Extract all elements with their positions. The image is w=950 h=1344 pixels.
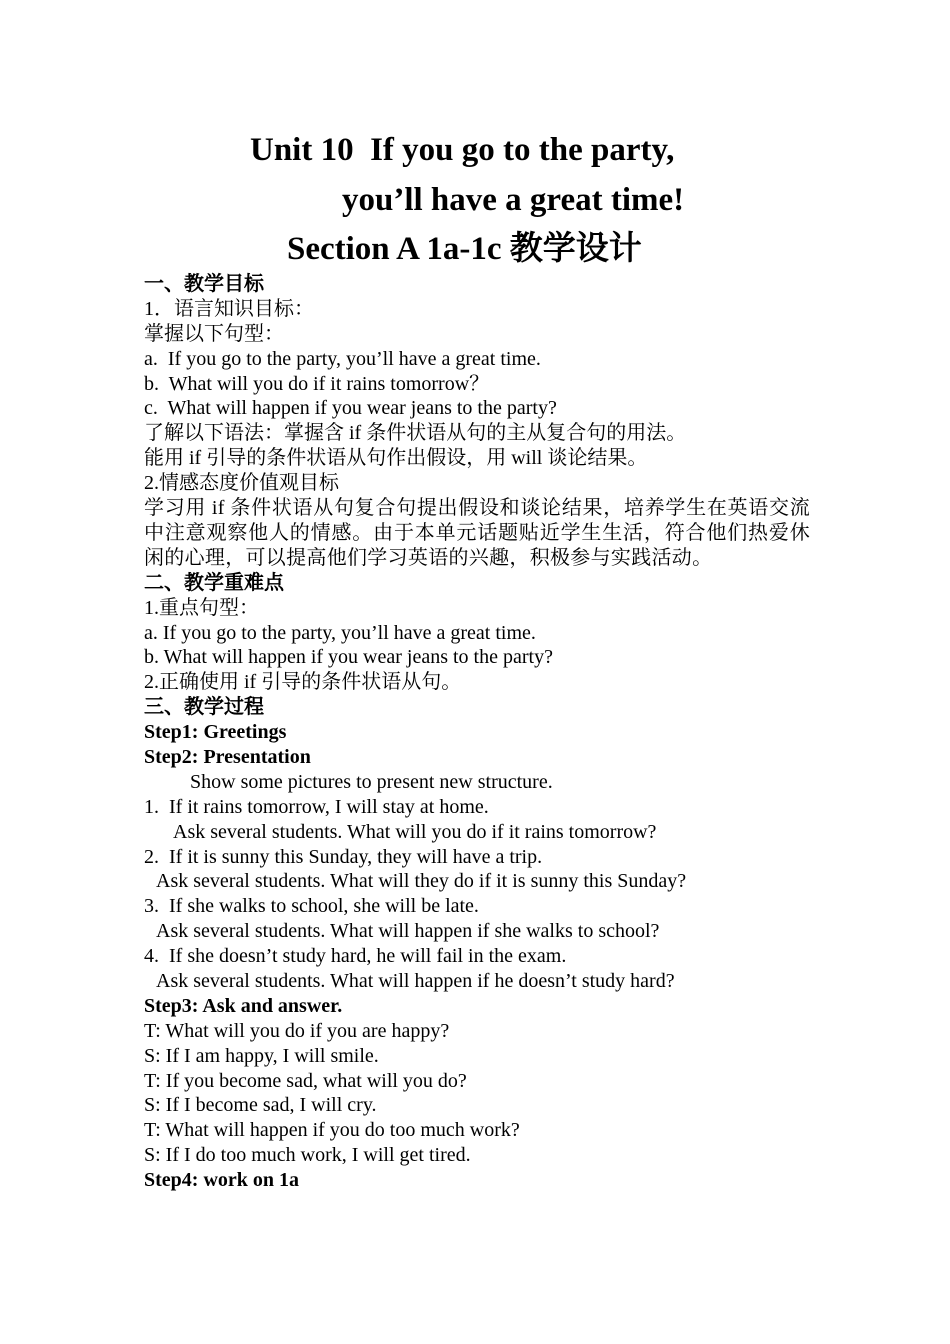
pattern-b: b. What will you do if it rains tomorrow？	[144, 372, 490, 395]
key-point-b: b. What will happen if you wear jeans to the party?	[144, 646, 553, 669]
step1-heading: Step1: Greetings	[144, 721, 287, 744]
pattern-c: c. What will happen if you wear jeans to the party?	[144, 397, 557, 420]
ability-line: 能用 if 引导的条件状语从句作出假设，用 will 谈论结果。	[144, 447, 648, 470]
emotion-goal-heading: 2.情感态度价值观目标	[144, 472, 339, 495]
presentation-item-1: 1. If it rains tomorrow, I will stay at home.	[144, 795, 489, 818]
master-patterns-intro: 掌握以下句型：	[144, 322, 284, 345]
presentation-item-4: 4. If she doesn’t study hard, he will fail in the exam.	[144, 945, 567, 968]
step3-heading: Step3: Ask and answer.	[144, 994, 343, 1017]
key-sentence-heading: 1.重点句型：	[144, 596, 259, 619]
step2-heading: Step2: Presentation	[144, 745, 311, 768]
dialog-line: T: If you become sad, what will you do?	[144, 1069, 467, 1092]
presentation-item-3: 3. If she walks to school, she will be late.	[144, 895, 479, 918]
presentation-item-2: 2. If it is sunny this Sunday, they will have a trip.	[144, 845, 543, 868]
knowledge-goal-heading: 1．语言知识目标：	[144, 297, 314, 320]
pattern-a: a. If you go to the party, you’ll have a great time.	[144, 347, 541, 370]
presentation-item-3-ask: Ask several students. What will happen if she walks to school?	[156, 920, 660, 943]
presentation-item-2-ask: Ask several students. What will they do if it is sunny this Sunday?	[156, 870, 687, 893]
step4-heading: Step4: work on 1a	[144, 1169, 300, 1192]
dialog-line: S: If I do too much work, I will get tired.	[144, 1144, 471, 1167]
section-heading-key-points: 二、教学重难点	[144, 571, 284, 594]
document-body	[144, 272, 810, 1193]
dialog-line: S: If I am happy, I will smile.	[144, 1044, 379, 1067]
section-heading-process: 三、教学过程	[144, 696, 264, 719]
document-title-line-1: Unit 10 If you go to the party,	[250, 132, 675, 168]
dialog-line: T: What will happen if you do too much work?	[144, 1119, 520, 1142]
dialog-line: T: What will you do if you are happy?	[144, 1019, 450, 1042]
presentation-item-1-ask: Ask several students. What will you do if it rains tomorrow?	[173, 820, 657, 843]
key-point-a: a. If you go to the party, you’ll have a great time.	[144, 621, 536, 644]
presentation-item-4-ask: Ask several students. What will happen if he doesn’t study hard?	[156, 969, 675, 992]
grammar-line: 了解以下语法：掌握含 if 条件状语从句的主从复合句的用法。	[144, 422, 687, 445]
document-title-line-3: Section A 1a-1c 教学设计	[287, 231, 642, 267]
emotion-goal-paragraph: 学习用 if 条件状语从句复合句提出假设和谈论结果，培养学生在英语交流中注意观察他人的情感。由于本单元话题贴近学生生活，符合他们热爱休闲的心理，可以提高他们学习英语的兴趣，积极参与实践活动。	[144, 497, 810, 569]
step2-intro: Show some pictures to present new structure.	[190, 770, 553, 793]
document-title-line-2: you’ll have a great time!	[342, 182, 685, 218]
key-point-2: 2.正确使用 if 引导的条件状语从句。	[144, 671, 462, 694]
section-heading-goals: 一、教学目标	[144, 273, 264, 295]
dialog-line: S: If I become sad, I will cry.	[144, 1094, 377, 1117]
